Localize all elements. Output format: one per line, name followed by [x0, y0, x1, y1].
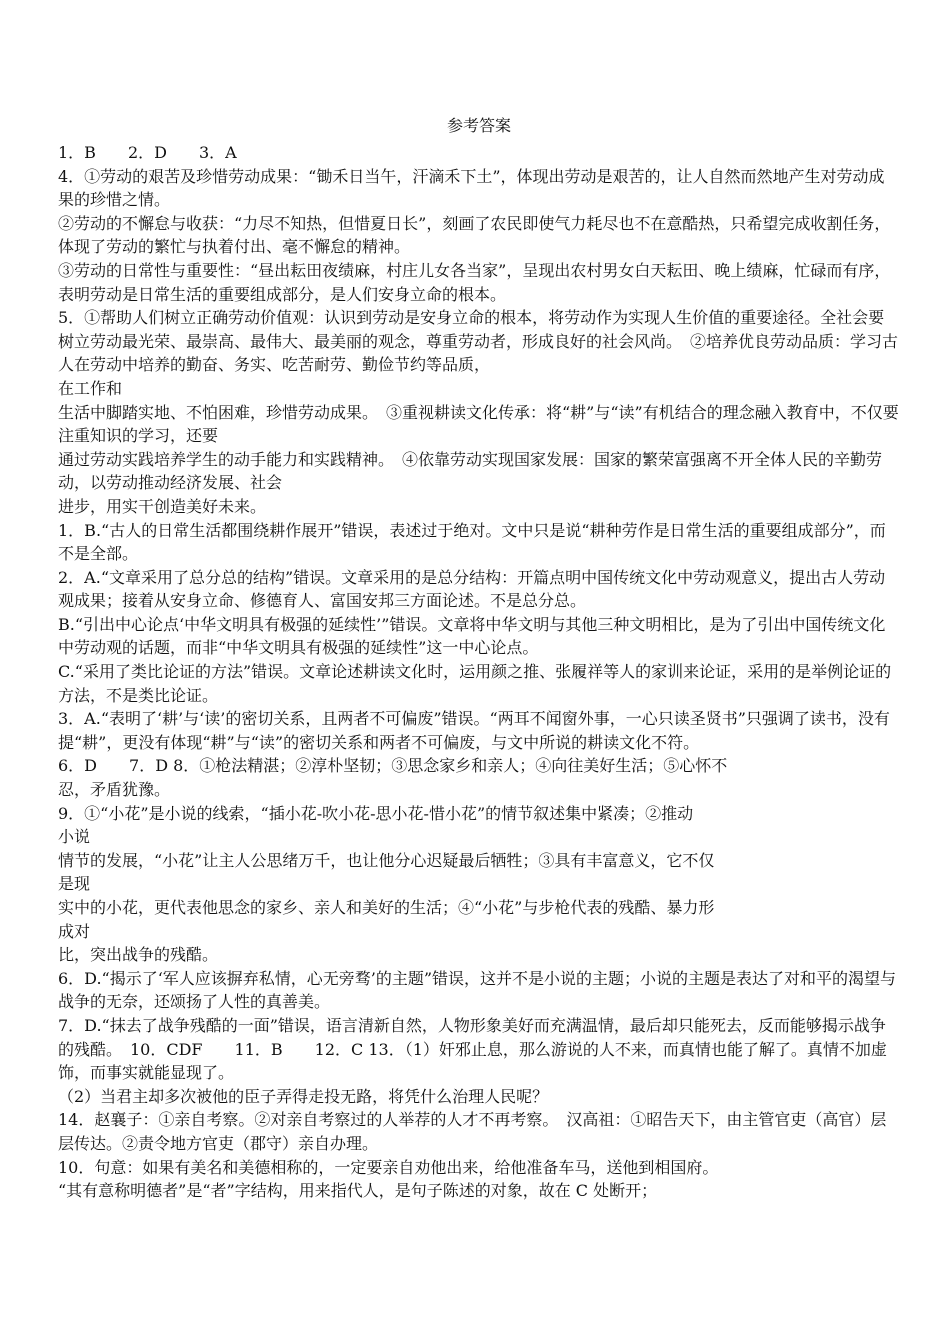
- answer-paragraph: 10．句意：如果有美名和美德相称的，一定要亲自劝他出来，给他准备车马，送他到相国府。: [58, 1157, 719, 1177]
- answer-paragraph: 3．A.“表明了‘耕’与‘读’的密切关系，且两者不可偏废”错误。“两耳不闻窗外事，一心只读圣贤书”只强调了读书，没有提“耕”，更没有体现“耕”与“读”的密切关系和两者不可偏废，与文中所说的耕读文化不符。: [58, 709, 890, 752]
- answer-paragraph: 比，突出战争的残酷。: [58, 945, 219, 965]
- answer-paragraph: 实中的小花，更代表他思念的家乡、亲人和美好的生活；④“小花”与步枪代表的残酷、暴力形: [58, 898, 715, 917]
- answer-document: [58, 113, 900, 1203]
- answer-paragraph: 进步，用实干创造美好未来。: [58, 496, 267, 516]
- answer-paragraph: 生活中脚踏实地、不怕困难，珍惜劳动成果。 ③重视耕读文化传承：将“耕”与“读”有机结合的理念融入教育中，不仅要注重知识的学习，还要: [58, 402, 899, 446]
- answer-paragraph: B.“引出中心论点‘中华文明具有极强的延续性’”错误。文章将中华文明与其他三种文明相比，是为了引出中国传统文化中劳动观的话题，而非“中华文明具有极强的延续性”这一中心论点。: [58, 614, 886, 658]
- answer-paragraph: 1．B 2．D 3．A: [58, 143, 237, 162]
- answer-paragraph: 1．B.“古人的日常生活都围绕耕作展开”错误，表述过于绝对。文中只是说“耕种劳作是日常生活的重要组成部分”，而不是全部。: [58, 520, 886, 564]
- answer-paragraph: 情节的发展，“小花”让主人公思绪万千，也让他分心迟疑最后牺牲；③具有丰富意义，它不仅: [58, 850, 715, 870]
- answer-paragraph: 忍，矛盾犹豫。: [58, 780, 171, 800]
- answer-paragraph: 14．赵襄子：①亲自考察。②对亲自考察过的人举荐的人才不再考察。 汉高祖：①昭告天下，由主管官吏（高官）层层传达。②责令地方官吏（郡守）亲自办理。: [58, 1110, 887, 1153]
- answer-paragraph: 7．D.“抹去了战争残酷的一面”错误，语言清新自然，人物形象美好而充满温情，最后却只能死去，反而能够揭示战争的残酷。 10．CDF 11．B 12．C 13．（1）奸邪止息，那么游说的人不来，而真情也能了解了。真情不加虚饰，而事实就能显现了。: [58, 1015, 887, 1083]
- answer-paragraph: 通过劳动实践培养学生的动手能力和实践精神。 ④依靠劳动实现国家发展：国家的繁荣富强离不开全体人民的辛勤劳动，以劳动推动经济发展、社会: [58, 449, 883, 493]
- answer-paragraph: “其有意称明德者”是“者”字结构，用来指代人，是句子陈述的对象，故在 C 处断开；: [58, 1181, 658, 1201]
- answer-paragraph: 是现: [58, 874, 91, 894]
- answer-paragraph: 2．A.“文章采用了总分总的结构”错误。文章采用的是总分结构：开篇点明中国传统文化中劳动观意义，提出古人劳动观成果；接着从安身立命、修德育人、富国安邦三方面论述。不是总分总。: [58, 567, 886, 611]
- answer-paragraph: （2）当君主却多次被他的臣子弄得走投无路，将凭什么治理人民呢？: [58, 1086, 549, 1106]
- answer-paragraph: 6．D 7．D 8．①枪法精湛；②淳朴坚韧；③思念家乡和亲人；④向往美好生活；⑤心怀不: [58, 756, 728, 776]
- answer-paragraph: 5．①帮助人们树立正确劳动价值观：认识到劳动是安身立命的根本，将劳动作为实现人生价值的重要途径。全社会要树立劳动最光荣、最崇高、最伟大、最美丽的观念，尊重劳动者，形成良好的社会风尚。 ②培养优良劳动品质：学习古人在劳动中培养的勤奋、务实、吃苦耐劳、勤俭节约等品质，: [58, 308, 899, 375]
- document-title: 参考答案: [446, 116, 511, 135]
- document-body: [58, 141, 900, 1203]
- answer-paragraph: 6．D.“揭示了‘军人应该摒弃私情，心无旁骛’的主题”错误，这并不是小说的主题；小说的主题是表达了对和平的渴望与战争的无奈，还颂扬了人性的真善美。: [58, 968, 897, 1012]
- answer-paragraph: 4．①劳动的艰苦及珍惜劳动成果：“锄禾日当午，汗滴禾下土”，体现出劳动是艰苦的，让人自然而然地产生对劳动成果的珍惜之情。: [58, 166, 885, 210]
- answer-paragraph: 9．①“小花”是小说的线索，“插小花-吹小花-思小花-惜小花”的情节叙述集中紧凑；②推动: [58, 803, 694, 823]
- answer-paragraph: 成对: [58, 921, 91, 941]
- answer-paragraph: 在工作和: [58, 378, 123, 398]
- answer-paragraph: ②劳动的不懈怠与收获：“力尽不知热，但惜夏日长”，刻画了农民即使气力耗尽也不在意酷热，只希望完成收割任务，体现了劳动的繁忙与执着付出、毫不懈怠的精神。: [58, 213, 891, 257]
- answer-paragraph: 小说: [58, 827, 91, 847]
- answer-paragraph: C.“采用了类比论证的方法”错误。文章论述耕读文化时，运用颜之推、张履祥等人的家训来论证，采用的是举例论证的方法，不是类比论证。: [58, 662, 892, 705]
- answer-paragraph: ③劳动的日常性与重要性：“昼出耘田夜绩麻，村庄儿女各当家”，呈现出农村男女白天耘田、晚上绩麻，忙碌而有序，表明劳动是日常生活的重要组成部分，是人们安身立命的根本。: [58, 260, 891, 304]
